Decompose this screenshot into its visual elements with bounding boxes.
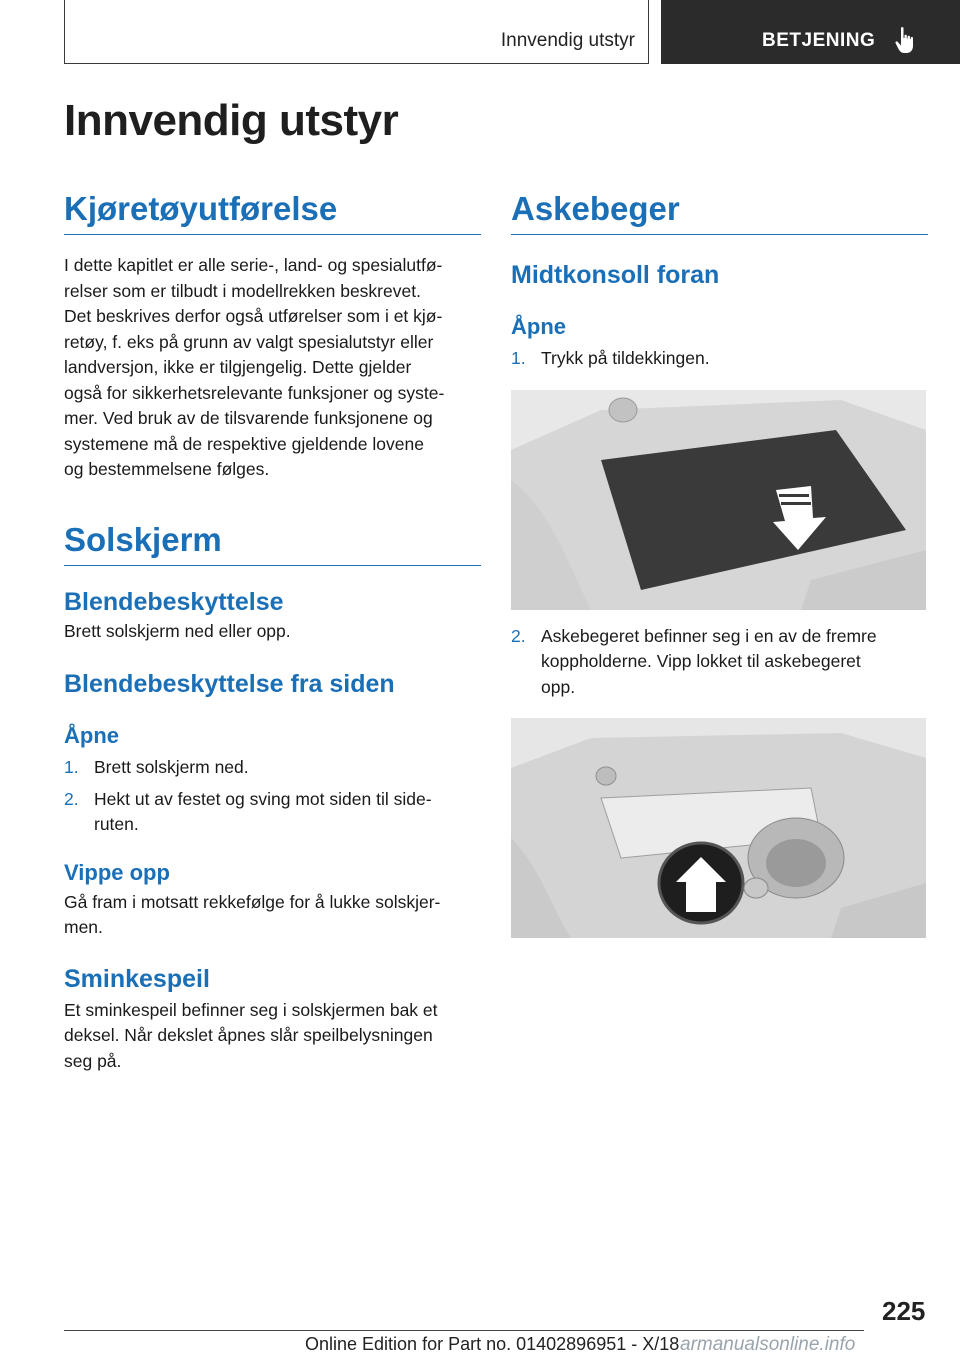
vehicle-line: også for sikkerhetsrelevante funksjoner og syste- bbox=[64, 382, 445, 403]
side-glare-heading: Blendebeskyttelse fra siden bbox=[64, 670, 395, 698]
sunvisor-heading: Solskjerm bbox=[64, 521, 481, 566]
step-text: opp. bbox=[541, 676, 576, 697]
glare-text: Brett solskjerm ned eller opp. bbox=[64, 620, 291, 641]
step-text: ruten. bbox=[94, 814, 139, 834]
flip-line: men. bbox=[64, 917, 103, 937]
step-number: 2. bbox=[511, 625, 526, 646]
step-text: Hekt ut av festet og sving mot siden til side- bbox=[94, 788, 432, 809]
page-title: Innvendig utstyr bbox=[64, 96, 399, 145]
page-number: 225 bbox=[882, 1296, 926, 1326]
header-chapter-tab[interactable] bbox=[661, 0, 960, 64]
glare-heading: Blendebeskyttelse bbox=[64, 587, 284, 616]
console-cover-image bbox=[511, 390, 926, 610]
step-text: koppholderne. Vipp lokket til askebegeret bbox=[541, 651, 861, 671]
console-cover-illustration bbox=[511, 390, 926, 610]
vehicle-line: I dette kapitlet er alle serie-, land- og spesialutfø- bbox=[64, 255, 443, 275]
header-chapter-label: BETJENING bbox=[762, 30, 876, 51]
vehicle-line: systemene må de respektive gjeldende lovene bbox=[64, 433, 424, 454]
step-number: 1. bbox=[64, 757, 79, 777]
open-heading: Åpne bbox=[64, 723, 119, 748]
vehicle-paragraph bbox=[64, 253, 481, 483]
step-number: 2. bbox=[64, 788, 79, 809]
flip-heading: Vippe opp bbox=[64, 859, 170, 885]
list-item bbox=[511, 624, 928, 701]
mirror-line: seg på. bbox=[64, 1050, 122, 1071]
center-console-heading: Midtkonsoll foran bbox=[511, 261, 720, 289]
right-column bbox=[511, 190, 928, 938]
step-number: 1. bbox=[511, 348, 526, 368]
step-text: Brett solskjerm ned. bbox=[94, 757, 249, 777]
header-section-title: Innvendig utstyr bbox=[500, 30, 635, 51]
vehicle-line: mer. Ved bruk av de tilsvarende funksjonene og bbox=[64, 408, 433, 428]
open-heading-right: Åpne bbox=[511, 314, 566, 339]
step-text: Askebegeret befinner seg i en av de fremre bbox=[541, 625, 877, 646]
footer-divider bbox=[64, 1330, 864, 1331]
list-item bbox=[64, 787, 481, 838]
vehicle-line: landversjon, ikke er tilgjengelig. Dette gjelder bbox=[64, 357, 412, 377]
mirror-line: Et sminkespeil befinner seg i solskjermen bak et bbox=[64, 999, 438, 1020]
ashtray-lid-illustration bbox=[511, 718, 926, 938]
left-column bbox=[64, 190, 481, 1074]
list-item bbox=[64, 755, 481, 781]
flip-line: Gå fram i motsatt rekkefølge for å lukke solskjer- bbox=[64, 891, 441, 912]
vehicle-line: Det beskrives derfor også utførelser som i et kjø- bbox=[64, 306, 443, 326]
ashtray-heading: Askebeger bbox=[511, 190, 928, 235]
watermark: armanualsonline.info bbox=[680, 1334, 856, 1355]
vehicle-line: relser som er tilbudt i modellrekken beskrevet. bbox=[64, 280, 421, 301]
list-item bbox=[511, 346, 928, 372]
pointing-hand-icon bbox=[894, 26, 916, 54]
ashtray-lid-image bbox=[511, 718, 926, 938]
edition-text: Online Edition for Part no. 01402896951 - X/18 bbox=[305, 1334, 680, 1354]
step-text: Trykk på tildekkingen. bbox=[541, 348, 710, 368]
vehicle-line: retøy, f. eks på grunn av valgt spesialutstyr eller bbox=[64, 331, 434, 352]
vehicle-line: og bestemmelsene følges. bbox=[64, 459, 270, 479]
mirror-line: deksel. Når dekslet åpnes slår speilbelysningen bbox=[64, 1025, 433, 1045]
vehicle-heading: Kjøretøyutførelse bbox=[64, 190, 481, 235]
mirror-heading: Sminkespeil bbox=[64, 964, 210, 993]
